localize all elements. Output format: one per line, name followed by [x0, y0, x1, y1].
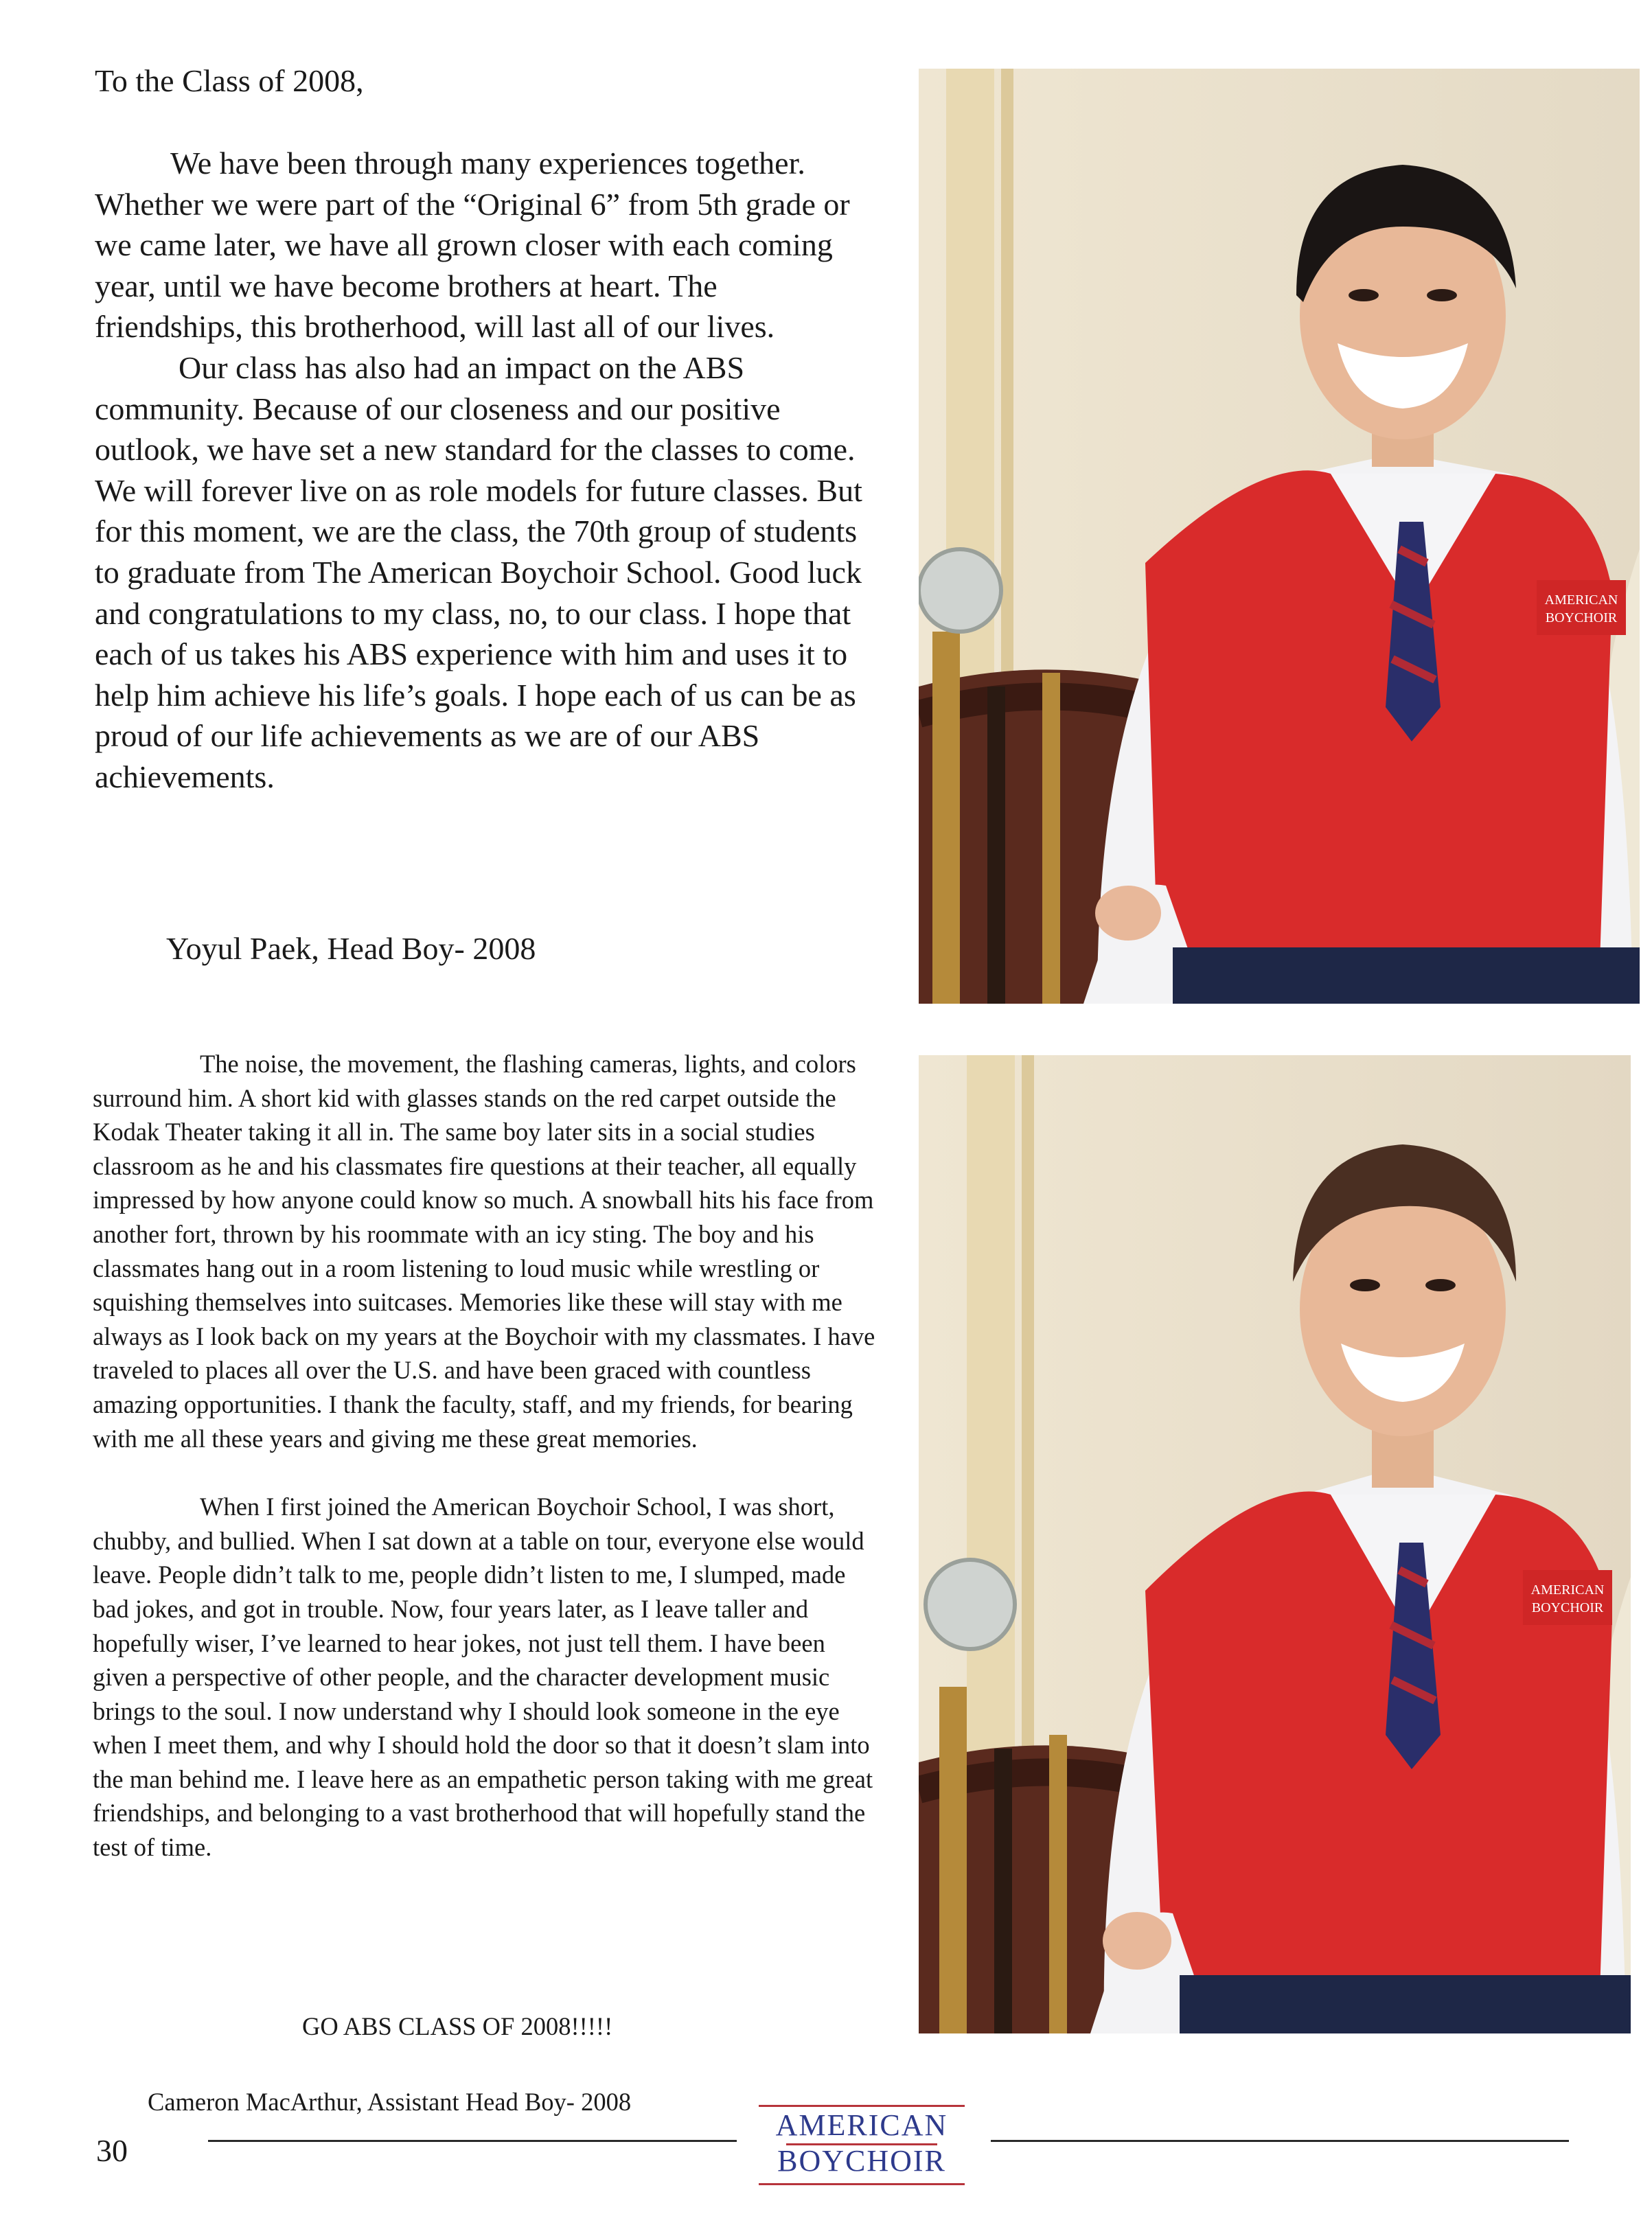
head-boy-portrait [919, 69, 1640, 1004]
letter-paragraph: We have been through many experiences together. Whether we were part of the “Original 6” from 5th grade or we came later, we have all grown closer with each coming year, until we have become brothers at heart. The friendships, this brotherhood, will last all of our lives. [95, 146, 850, 345]
class-cheer: GO ABS CLASS OF 2008!!!!! [302, 2012, 613, 2040]
letter-paragraph: When I first joined the American Boychoir School, I was short, chubby, and bullied. When I sat down at a table on tour, everyone else would leave. People didn’t talk to me, people didn’t listen to me, I slumped, made bad jokes, and got in trouble. Now, four years later, as I leave taller and hopefully wiser, I’ve learned to hear jokes, not just tell them. I have been given a perspective of other people, and the character development music brings to the soul. I now understand why I should look someone in the eye when I meet them, and why I should hold the door so that it doesn’t slam into the man behind me. I leave here as an empathetic person taking with me great friendships, and belonging to a vast brotherhood that will hopefully stand the test of time. [93, 1492, 873, 1862]
logo-line-american: AMERICAN [775, 2108, 948, 2142]
vest-badge-line1: AMERICAN [1544, 592, 1618, 608]
assistant-head-boy-letter [93, 1047, 879, 1865]
vest-badge-line1: AMERICAN [1530, 1582, 1605, 1598]
logo-bottom-bar [759, 2183, 965, 2185]
letter-salutation: To the Class of 2008, [95, 63, 364, 98]
portrait-illustration [919, 1055, 1631, 2033]
assistant-head-boy-signature: Cameron MacArthur, Assistant Head Boy- 2008 [148, 2088, 632, 2116]
head-boy-signature: Yoyul Paek, Head Boy- 2008 [166, 931, 536, 966]
logo-line-boychoir: BOYCHOIR [777, 2144, 946, 2178]
footer-rule-left [208, 2140, 737, 2142]
letter-paragraph: The noise, the movement, the flashing cameras, lights, and colors surround him. A short kid with glasses stands on the red carpet outside the Kodak Theater taking it all in. The same boy later sits in a social studies classroom as he and his classmates fire questions at their teacher, all equally impressed by how anyone could know so much. A snowball hits his face from another fort, thrown by his roommate with an icy sting. The boy and his classmates hang out in a room listening to loud music while wrestling or squishing themselves into suitcases. Memories like these will stay with me always as I look back on my years at the Boychoir with my classmates. I have traveled to places all over the U.S. and have been graced with countless amazing opportunities. I thank the faculty, staff, and my friends, for bearing with me all these years and giving me these great memories. [93, 1050, 875, 1453]
head-boy-letter [95, 143, 871, 798]
american-boychoir-logo [759, 2102, 965, 2188]
vest-badge [1523, 1570, 1612, 1625]
page-number: 30 [96, 2133, 128, 2168]
vest-badge-line2: BOYCHOIR [1545, 610, 1618, 625]
portrait-illustration [919, 69, 1640, 1004]
vest-badge [1537, 580, 1626, 635]
logo-top-bar [759, 2105, 965, 2107]
assistant-head-boy-portrait [919, 1055, 1631, 2033]
vest-badge-line2: BOYCHOIR [1531, 1600, 1604, 1615]
letter-paragraph: Our class has also had an impact on the ABS community. Because of our closeness and our positive outlook, we have set a new standard for the classes to come. We will forever live on as role models for future classes. But for this moment, we are the class, the 70th group of students to graduate from The American Boychoir School. Good luck and congratulations to my class, no, to our class. I hope that each of us takes his ABS experience with him and uses it to help him achieve his life’s goals. I hope each of us can be as proud of our life achievements as we are of our ABS achievements. [95, 349, 862, 794]
footer-rule-right [991, 2140, 1569, 2142]
